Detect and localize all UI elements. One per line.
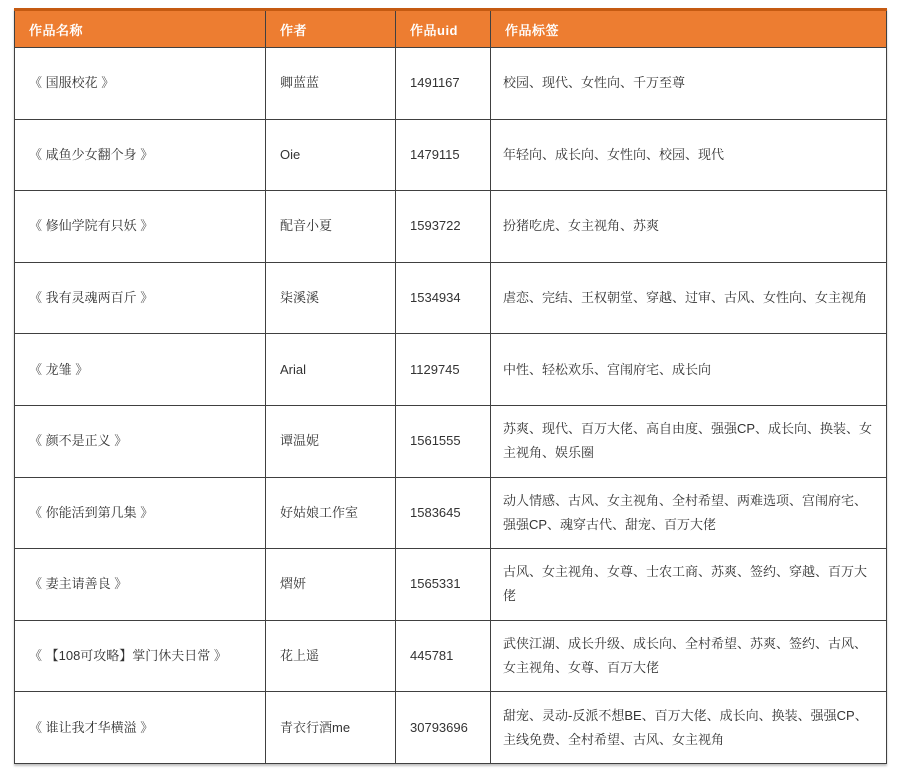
author-cell: 卿蓝蓝 [266,48,396,120]
table-row [15,262,887,334]
uid-cell: 1565331 [396,549,491,621]
uid-cell: 1129745 [396,334,491,406]
column-header-title: 作品名称 [15,10,266,48]
table-row [15,477,887,549]
tags-cell: 古风、女主视角、女尊、士农工商、苏爽、签约、穿越、百万大佬 [491,549,887,621]
table-row [15,119,887,191]
title-cell: 《 我有灵魂两百斤 》 [15,262,266,334]
tags-cell: 扮猪吃虎、女主视角、苏爽 [491,191,887,263]
table-row [15,191,887,263]
author-cell: 配音小夏 [266,191,396,263]
table-row [15,48,887,120]
table-row [15,405,887,477]
column-header-tags: 作品标签 [491,10,887,48]
uid-cell: 445781 [396,620,491,692]
uid-cell: 30793696 [396,692,491,764]
author-cell: 好姑娘工作室 [266,477,396,549]
uid-cell: 1561555 [396,405,491,477]
author-cell: 花上遥 [266,620,396,692]
table-header [15,10,887,48]
tags-cell: 苏爽、现代、百万大佬、高自由度、强强CP、成长向、换装、女主视角、娱乐圈 [491,405,887,477]
title-cell: 《 谁让我才华横溢 》 [15,692,266,764]
tags-cell: 年轻向、成长向、女性向、校园、现代 [491,119,887,191]
author-cell: 柒溪溪 [266,262,396,334]
column-header-uid: 作品uid [396,10,491,48]
tags-cell: 动人情感、古风、女主视角、全村希望、两难选项、宫闱府宅、强强CP、魂穿古代、甜宠、百万大佬 [491,477,887,549]
tags-cell: 武侠江湖、成长升级、成长向、全村希望、苏爽、签约、古风、女主视角、女尊、百万大佬 [491,620,887,692]
title-cell: 《 你能活到第几集 》 [15,477,266,549]
table-row [15,549,887,621]
title-cell: 《 【108可攻略】掌门休夫日常 》 [15,620,266,692]
table-row [15,692,887,764]
author-cell: 熠妍 [266,549,396,621]
title-cell: 《 龙雏 》 [15,334,266,406]
author-cell: Arial [266,334,396,406]
table-row [15,620,887,692]
uid-cell: 1593722 [396,191,491,263]
author-cell: 青衣行酒me [266,692,396,764]
title-cell: 《 咸鱼少女翻个身 》 [15,119,266,191]
tags-cell: 甜宠、灵动-反派不想BE、百万大佬、成长向、换装、强强CP、主线免费、全村希望、古风、女主视角 [491,692,887,764]
author-cell: Oie [266,119,396,191]
title-cell: 《 妻主请善良 》 [15,549,266,621]
table-body [15,48,887,764]
works-table [14,8,887,764]
title-cell: 《 国服校花 》 [15,48,266,120]
column-header-author: 作者 [266,10,396,48]
uid-cell: 1583645 [396,477,491,549]
uid-cell: 1479115 [396,119,491,191]
title-cell: 《 颜不是正义 》 [15,405,266,477]
table-row [15,334,887,406]
title-cell: 《 修仙学院有只妖 》 [15,191,266,263]
uid-cell: 1534934 [396,262,491,334]
tags-cell: 校园、现代、女性向、千万至尊 [491,48,887,120]
tags-cell: 中性、轻松欢乐、宫闱府宅、成长向 [491,334,887,406]
uid-cell: 1491167 [396,48,491,120]
author-cell: 谭温妮 [266,405,396,477]
tags-cell: 虐恋、完结、王权朝堂、穿越、过审、古风、女性向、女主视角 [491,262,887,334]
header-row [15,10,887,48]
